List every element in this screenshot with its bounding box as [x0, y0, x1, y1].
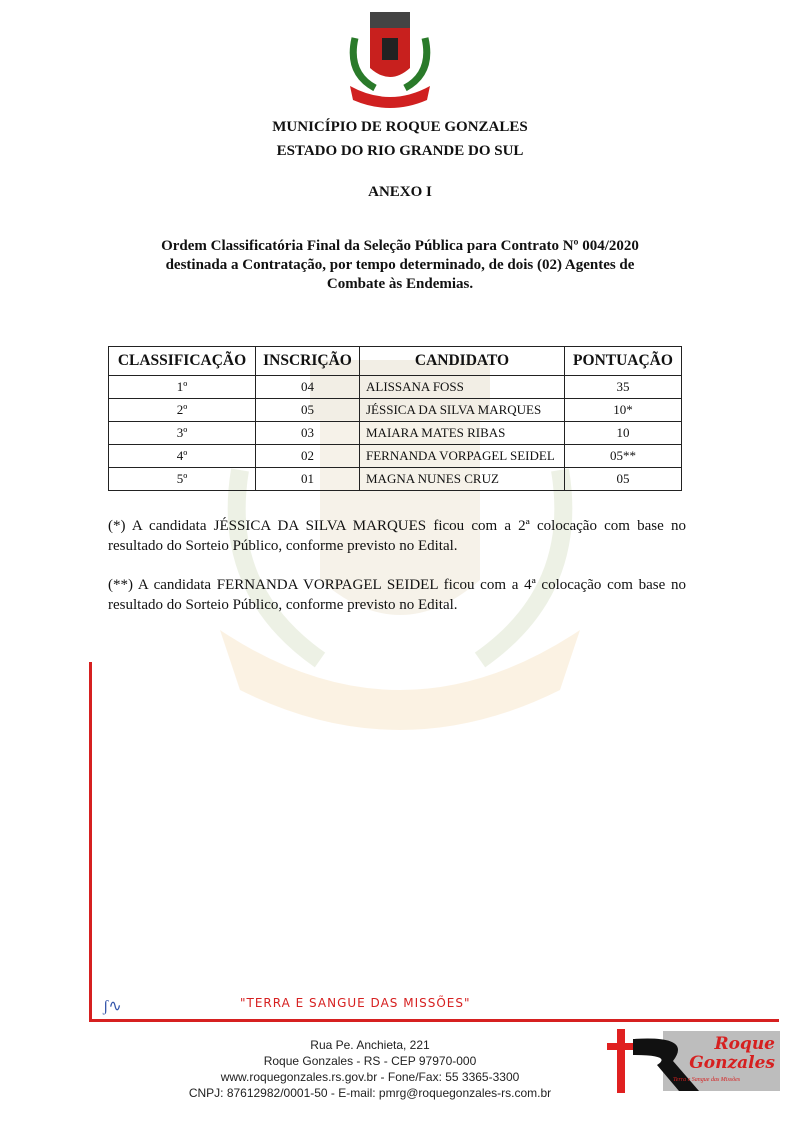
table-row — [109, 376, 682, 399]
candidate-cell: ALISSANA FOSS — [360, 376, 565, 399]
table-row — [109, 468, 682, 491]
annex-heading: ANEXO I — [368, 184, 432, 200]
col-header: INSCRIÇÃO — [256, 347, 360, 376]
classification-table — [108, 346, 682, 491]
candidate-cell: MAGNA NUNES CRUZ — [360, 468, 565, 491]
table-row — [109, 422, 682, 445]
rank-cell: 4º — [109, 445, 256, 468]
document-title — [120, 237, 680, 294]
footnote-1: (*) A candidata JÉSSICA DA SILVA MARQUES ficou com a 2ª colocação com base no resultado do Sorteio Público, conforme previsto no Edital. — [108, 518, 686, 554]
registration-cell: 05 — [256, 399, 360, 422]
table-row — [109, 399, 682, 422]
municipality-name: MUNICÍPIO DE ROQUE GONZALES — [272, 119, 528, 135]
registration-cell: 02 — [256, 445, 360, 468]
score-cell: 10* — [565, 399, 682, 422]
rank-cell: 5º — [109, 468, 256, 491]
score-cell: 05** — [565, 445, 682, 468]
state-name: ESTADO DO RIO GRANDE DO SUL — [276, 143, 524, 159]
candidate-cell: JÉSSICA DA SILVA MARQUES — [360, 399, 565, 422]
title-line: destinada a Contratação, por tempo determinado, de dois (02) Agentes de — [165, 257, 635, 273]
col-header: CLASSIFICAÇÃO — [109, 347, 256, 376]
red-border-vertical — [89, 662, 92, 1022]
title-line: Combate às Endemias. — [326, 276, 474, 292]
address-line: Rua Pe. Anchieta, 221 — [310, 1038, 430, 1052]
rank-cell: 3º — [109, 422, 256, 445]
city-line: Roque Gonzales - RS - CEP 97970-000 — [263, 1054, 477, 1068]
table-row — [109, 445, 682, 468]
registration-cell: 04 — [256, 376, 360, 399]
footer-address — [160, 1037, 580, 1101]
title-line: Ordem Classificatória Final da Seleção Pública para Contrato Nº 004/2020 — [161, 238, 639, 254]
slogan: "TERRA E SANGUE DAS MISSÕES" — [240, 996, 471, 1010]
logo-text: Gonzales — [689, 1053, 775, 1073]
score-cell: 10 — [565, 422, 682, 445]
municipal-crest-logo — [345, 8, 435, 108]
registration-cell: 03 — [256, 422, 360, 445]
score-cell: 05 — [565, 468, 682, 491]
rank-cell: 1º — [109, 376, 256, 399]
col-header: CANDIDATO — [360, 347, 565, 376]
logo-text: Roque — [714, 1034, 775, 1054]
cnpj-email-line: CNPJ: 87612982/0001-50 - E-mail: pmrg@roquegonzales-rs.com.br — [188, 1086, 552, 1100]
registration-cell: 01 — [256, 468, 360, 491]
initials-signature: ʃ∿ — [103, 998, 122, 1015]
score-cell: 35 — [565, 376, 682, 399]
logo-tagline: Terra e Sangue das Missões — [673, 1077, 741, 1083]
footnote-2: (**) A candidata FERNANDA VORPAGEL SEIDEL ficou com a 4ª colocação com base no resultado do Sorteio Público, conforme previsto no Edital. — [108, 577, 686, 613]
roque-gonzales-logo — [603, 1025, 780, 1097]
candidate-cell: FERNANDA VORPAGEL SEIDEL — [360, 445, 565, 468]
col-header: PONTUAÇÃO — [565, 347, 682, 376]
red-border-horizontal — [89, 1019, 779, 1022]
candidate-cell: MAIARA MATES RIBAS — [360, 422, 565, 445]
web-phone-line: www.roquegonzales.rs.gov.br - Fone/Fax: 55 3365-3300 — [220, 1070, 520, 1084]
rank-cell: 2º — [109, 399, 256, 422]
